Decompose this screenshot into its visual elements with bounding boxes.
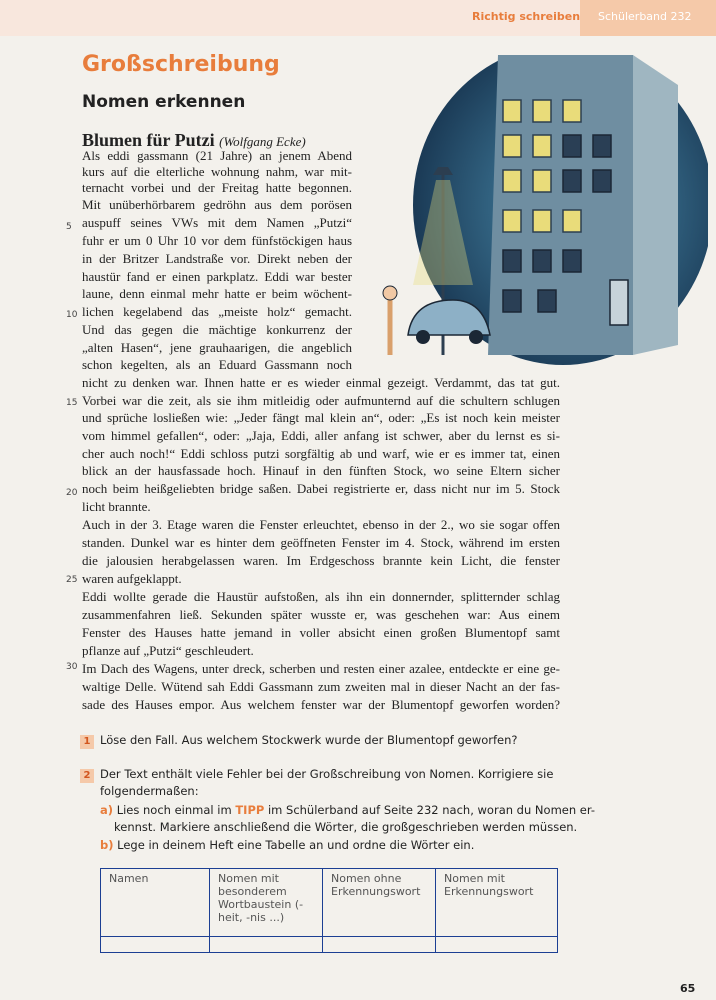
story-line: cher auch noch!“ Eddi schloss putzi sorgfältig ab und warf, wie er es immer tat, einen	[82, 446, 560, 461]
task-2b	[100, 837, 474, 854]
story-line: lichen kegelabend das „meiste holz“ gemacht.	[82, 304, 352, 319]
header-volume-box	[580, 0, 716, 36]
table-header-mit-erkennungswort: Nomen mit Erkennungswort	[436, 869, 558, 937]
story-line: schon kegelten, als an Eduard Gassmann noch	[82, 357, 352, 372]
story-line: pflanze auf „Putzi“ geschleudert.	[82, 643, 254, 658]
task-2-line2: folgendermaßen:	[100, 784, 199, 798]
story-line: laune, denn einmal mehr hatte er beim wöchent-	[82, 286, 352, 301]
table-header-ohne-erkennungswort: Nomen ohne Erkennungswort	[323, 869, 436, 937]
line-number: 10	[66, 310, 78, 320]
story-line: standen. Dunkel war es hinter dem geöffneten Fenster im 4. Stock, während im ersten	[82, 535, 560, 550]
task-1-number: 1	[80, 735, 94, 749]
word-table	[100, 868, 558, 953]
story-line: die jalousien herabgelassen waren. Im Erdgeschoss brannte kein Licht, die fenster	[82, 553, 560, 568]
page-subtitle: Nomen erkennen	[82, 92, 246, 112]
line-number: 25	[66, 575, 78, 585]
header-section: Richtig schreiben	[472, 10, 581, 23]
story-line: „alten Hasen“, jene grauhaarigen, die angeblich	[82, 340, 352, 355]
line-number: 20	[66, 488, 78, 498]
table-cell	[323, 937, 436, 953]
page-number: 65	[680, 982, 696, 995]
task-2b-letter: b)	[100, 838, 114, 852]
task-2a	[100, 802, 595, 819]
task-2	[80, 766, 553, 783]
task-2a-post: im Schülerband auf Seite 232 nach, woran du Nomen er-	[264, 803, 596, 817]
story-line: Und das gegen die mächtige konkurrenz der	[82, 322, 352, 337]
task-2-line1: Der Text enthält viele Fehler bei der Großschreibung von Nomen. Korrigiere sie	[100, 767, 554, 781]
story-line: Auch in der 3. Etage waren die Fenster erleuchtet, ebenso in der 2., wo sie sogar offen	[82, 517, 560, 532]
story-line: ternacht vorbei und der Freitag hatte begonnen.	[82, 180, 352, 195]
table-header-names: Namen	[101, 869, 210, 937]
story-line: waltige Delle. Wütend sah Eddi Gassmann zum zweiten mal in dieser Nacht an der fas-	[82, 679, 560, 694]
story-line: licht brannte.	[82, 499, 151, 514]
task-2a-line2: kennst. Markiere anschließend die Wörter, die großgeschrieben werden müssen.	[114, 820, 578, 834]
table-header-wortbaustein: Nomen mit besonderem Wortbaustein (-heit, -nis ...)	[210, 869, 323, 937]
task-2b-text: Lege in deinem Heft eine Tabelle an und ordne die Wörter ein.	[117, 838, 475, 852]
story-line: haustür fand er einen parkplatz. Eddi war bester	[82, 269, 352, 284]
story-line: zusammenfahren ließ. Sekunden später wusste er, was geschehen war: Aus einem	[82, 607, 560, 622]
table-header-row	[101, 869, 558, 937]
page-title: Großschreibung	[82, 52, 280, 77]
story-line: fuhr er um 0 Uhr 10 vor dem fünfstöckigen haus	[82, 233, 352, 248]
story-line: nicht zu denken war. Ihnen hatte er es wieder einmal gezeigt. Verdammt, das tat gut.	[82, 375, 560, 390]
story-line: Als eddi gassmann (21 Jahre) an jenem Abend	[82, 148, 352, 163]
task-2-number: 2	[80, 769, 94, 783]
story-line: und sprüche losließen wie: „Jeder fängt mal klein an“, oder: „Es ist noch kein meister	[82, 410, 560, 425]
task-1-text: Löse den Fall. Aus welchem Stockwerk wurde der Blumentopf geworfen?	[100, 733, 518, 747]
story-line: vom himmel gefallen“, oder: „Jaja, Eddi, aller anfang ist schwer, aber du lernst es si-	[82, 428, 560, 443]
line-number: 15	[66, 398, 78, 408]
story-line: Eddi wollte gerade die Haustür aufstoßen, als ihn ein donnernder, splitternder schlag	[82, 589, 560, 604]
task-2a-letter: a)	[100, 803, 114, 817]
story-line: kurs auf die elterliche wohnung nahm, war mit-	[82, 164, 352, 179]
story-line: in der Britzer Landstraße vor. Direkt neben der	[82, 251, 352, 266]
task-1	[80, 732, 518, 749]
header-volume: Schülerband 232	[598, 10, 692, 23]
line-number: 30	[66, 662, 78, 672]
story-line: noch beim heißgeliebten bridge saßen. Dabei registrierte er, dass nicht nur im 5. Stock	[82, 481, 560, 496]
story-line: Mit unüberhörbarem gedröhn aus dem porösen	[82, 197, 352, 212]
line-number: 5	[66, 222, 72, 232]
tipp-label: TIPP	[235, 803, 265, 817]
story-author: (Wolfgang Ecke)	[219, 134, 306, 149]
story-line: auspuff seines VWs mit dem Namen „Putzi“	[82, 215, 352, 230]
table-cell	[210, 937, 323, 953]
story-line: blick an der hausfassade hoch. Hinauf in den fünften Stock, wo seine Eltern sicher	[82, 463, 560, 478]
story-title-text: Blumen für Putzi	[82, 130, 215, 150]
story-line: Fenster des Hauses hatte jemand in voller absicht einen großen Blumentopf samt	[82, 625, 560, 640]
story-line: Im Dach des Wagens, unter dreck, scherben und resten einer azalee, entdeckte er eine ge-	[82, 661, 560, 676]
story-line: Vorbei war die zeit, als sie ihm mitleidig oder aufmunternd auf die schultern schlugen	[82, 393, 560, 408]
story-line: waren aufgeklappt.	[82, 571, 182, 586]
table-row	[101, 937, 558, 953]
task-2a-pre: Lies noch einmal im	[116, 803, 236, 817]
story-line: sade des Hauses empor. Aus welchem fenster war der Blumentopf geworfen worden?	[82, 697, 560, 712]
night-house-illustration	[378, 55, 708, 365]
table-cell	[101, 937, 210, 953]
table-cell	[436, 937, 558, 953]
